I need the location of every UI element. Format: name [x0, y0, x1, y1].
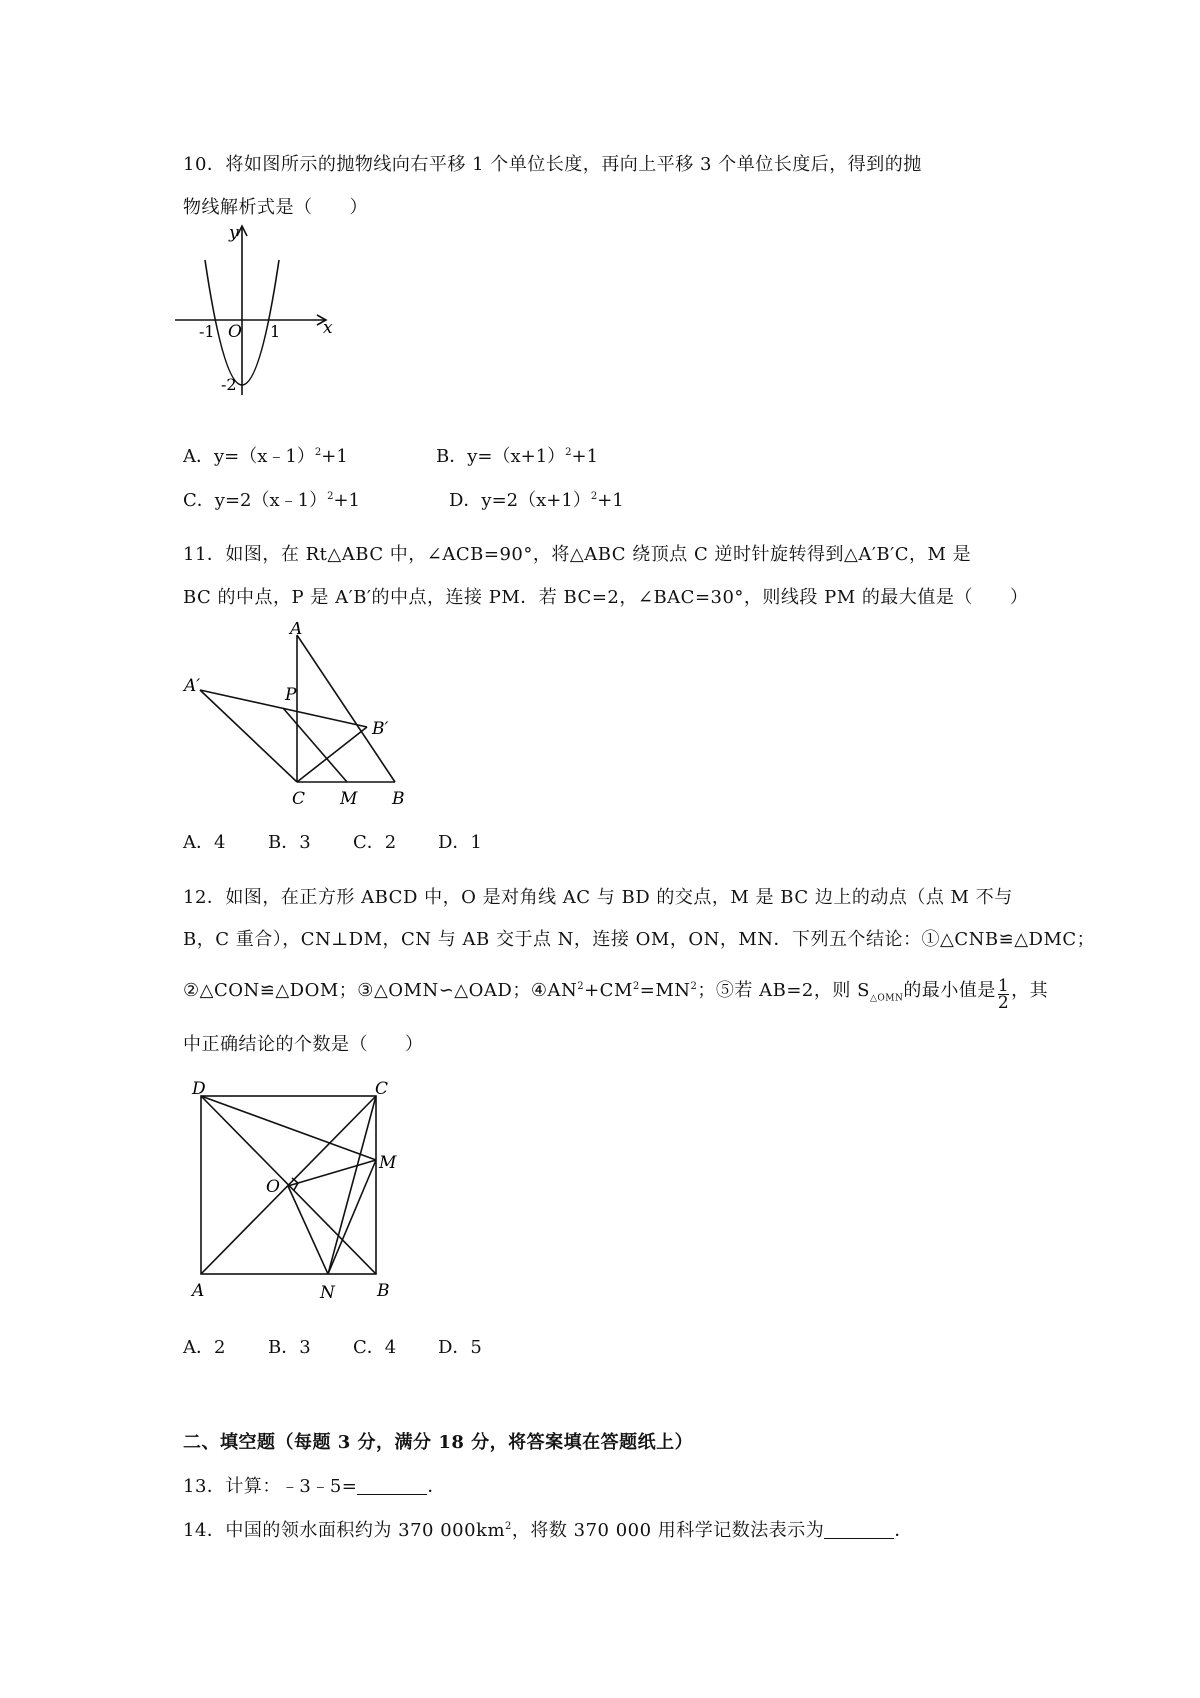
q14-line: 14．中国的领水面积约为 370 $000km^2$，将数 370 000 用科学记数法表示为 ．: [183, 1520, 913, 1541]
q12-option-c: C．4: [353, 1337, 397, 1358]
q10-option-b: B．$y=(x+1)^2+1$: [436, 446, 599, 467]
q11-option-b: B．3: [268, 832, 311, 853]
label-D: D: [192, 1079, 206, 1099]
label-B: B: [392, 789, 405, 807]
q13-line: 13．计算：﹣3﹣5= ．: [183, 1476, 446, 1497]
label-C: C: [292, 789, 306, 807]
q14-answer-blank: [824, 1520, 894, 1539]
q11-option-c: C．2: [353, 832, 397, 853]
q11-option-d: D．1: [438, 832, 482, 853]
label-M: M: [379, 1153, 397, 1173]
q12-line-4: 中正确结论的个数是（ ）: [183, 1034, 424, 1055]
segment-ON: [288, 1186, 328, 1274]
segment-CN: [328, 1096, 376, 1274]
label-C: C: [375, 1079, 389, 1099]
q11-option-a: A．4: [183, 832, 226, 853]
q13-answer-blank: [357, 1476, 427, 1495]
segment-AB: [297, 635, 395, 782]
q12-option-a: A．2: [183, 1337, 226, 1358]
pos-one-label: 1: [270, 322, 281, 341]
x-axis-label: x: [323, 318, 333, 338]
label-A: A: [192, 1281, 205, 1301]
label-M: M: [340, 789, 358, 807]
q10-parabola-figure: [175, 220, 375, 405]
q10-option-d: D．$y=2(x+1)^2+1$: [449, 490, 624, 511]
q12-line-3: ②△CON≌△DOM；③△OMN∽△OAD；$④AN^2+CM^2=MN^2$；⑤若 AB=2，则 $S_{\triangle OMN}$的最小值是 $\frac{1}{2}$ ，其: [183, 976, 1049, 1013]
q10-line-2: 物线解析式是（ ）: [183, 197, 368, 218]
label-A-prime: A′: [184, 676, 201, 696]
q11-line-1: 11．如图，在 Rt△ABC 中，∠ACB=90°，将△ABC 绕顶点 C 逆时针旋转得到△A′B′C，M 是: [183, 544, 972, 565]
q10-option-a: A．y=（x﹣1）$^2$+1: [183, 446, 348, 467]
q12-line-1: 12．如图，在正方形 ABCD 中，O 是对角线 AC 与 BD 的交点，M 是 BC 边上的动点（点 M 不与: [183, 887, 1013, 908]
origin-label: O: [228, 322, 242, 342]
neg-one-label: -1: [199, 322, 215, 341]
section-2-title: 二、填空题（每题 3 分，满分 18 分，将答案填在答题纸上）: [183, 1432, 694, 1453]
segment-ApC: [200, 690, 297, 782]
neg-two-label: -2: [221, 375, 237, 394]
segment-DM: [201, 1096, 376, 1160]
q10-option-c: C．y=2（x﹣1）$^2$+1: [183, 490, 361, 511]
y-axis-label: y: [229, 223, 239, 243]
q12-line-2: B，C 重合），CN⊥DM，CN 与 AB 交于点 N，连接 OM，ON，MN．下列五个结论：①△CNB≌△DMC；: [183, 929, 1096, 950]
q11-rotation-figure: [180, 622, 410, 807]
segment-PM: [283, 708, 347, 782]
q12-option-d: D．5: [438, 1337, 482, 1358]
fraction-one-half: $\frac{1}{2}$: [997, 976, 1010, 1013]
q12-option-b: B．3: [268, 1337, 311, 1358]
label-A: A: [290, 622, 303, 639]
label-P: P: [285, 685, 297, 705]
label-O: O: [266, 1177, 280, 1197]
q11-line-2: BC 的中点，P 是 A′B′的中点，连接 PM．若 BC=2，∠BAC=30°，则线段 PM 的最大值是（ ）: [183, 587, 1029, 608]
q10-line-1: 10．将如图所示的抛物线向右平移 1 个单位长度，再向上平移 3 个单位长度后，得到的抛: [183, 154, 922, 175]
label-B: B: [377, 1281, 390, 1301]
segment-MN: [328, 1160, 376, 1274]
label-N: N: [320, 1283, 335, 1303]
q12-square-figure: [180, 1078, 410, 1303]
label-B-prime: B′: [372, 719, 389, 739]
